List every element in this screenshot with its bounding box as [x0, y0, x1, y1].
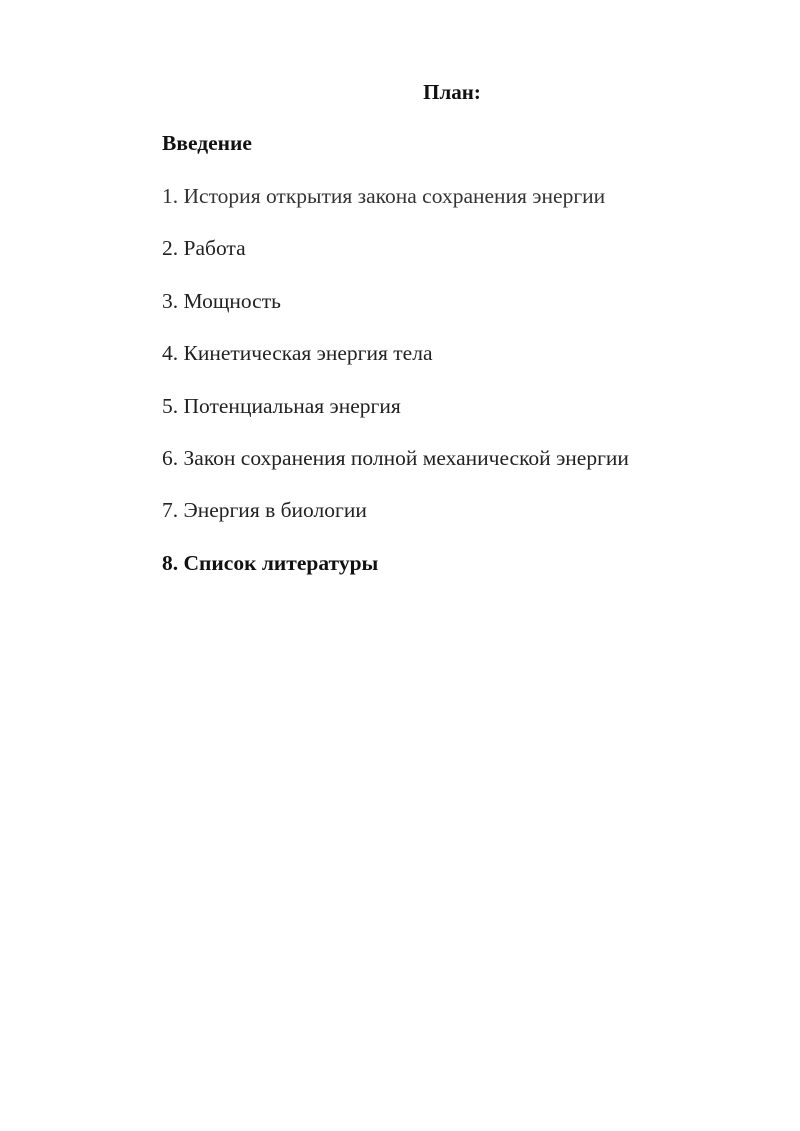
plan-item-1: 1. История открытия закона сохранения энергии [162, 184, 606, 208]
page-title: План: [423, 80, 481, 104]
references-heading: 8. Список литературы [162, 551, 379, 575]
plan-item-6: 6. Закон сохранения полной механической энергии [162, 446, 629, 470]
plan-item-4: 4. Кинетическая энергия тела [162, 341, 433, 365]
plan-item-7: 7. Энергия в биологии [162, 498, 367, 522]
plan-item-5: 5. Потенциальная энергия [162, 394, 401, 418]
plan-item-3: 3. Мощность [162, 289, 281, 313]
plan-item-2: 2. Работа [162, 236, 246, 260]
intro-heading: Введение [162, 131, 252, 155]
